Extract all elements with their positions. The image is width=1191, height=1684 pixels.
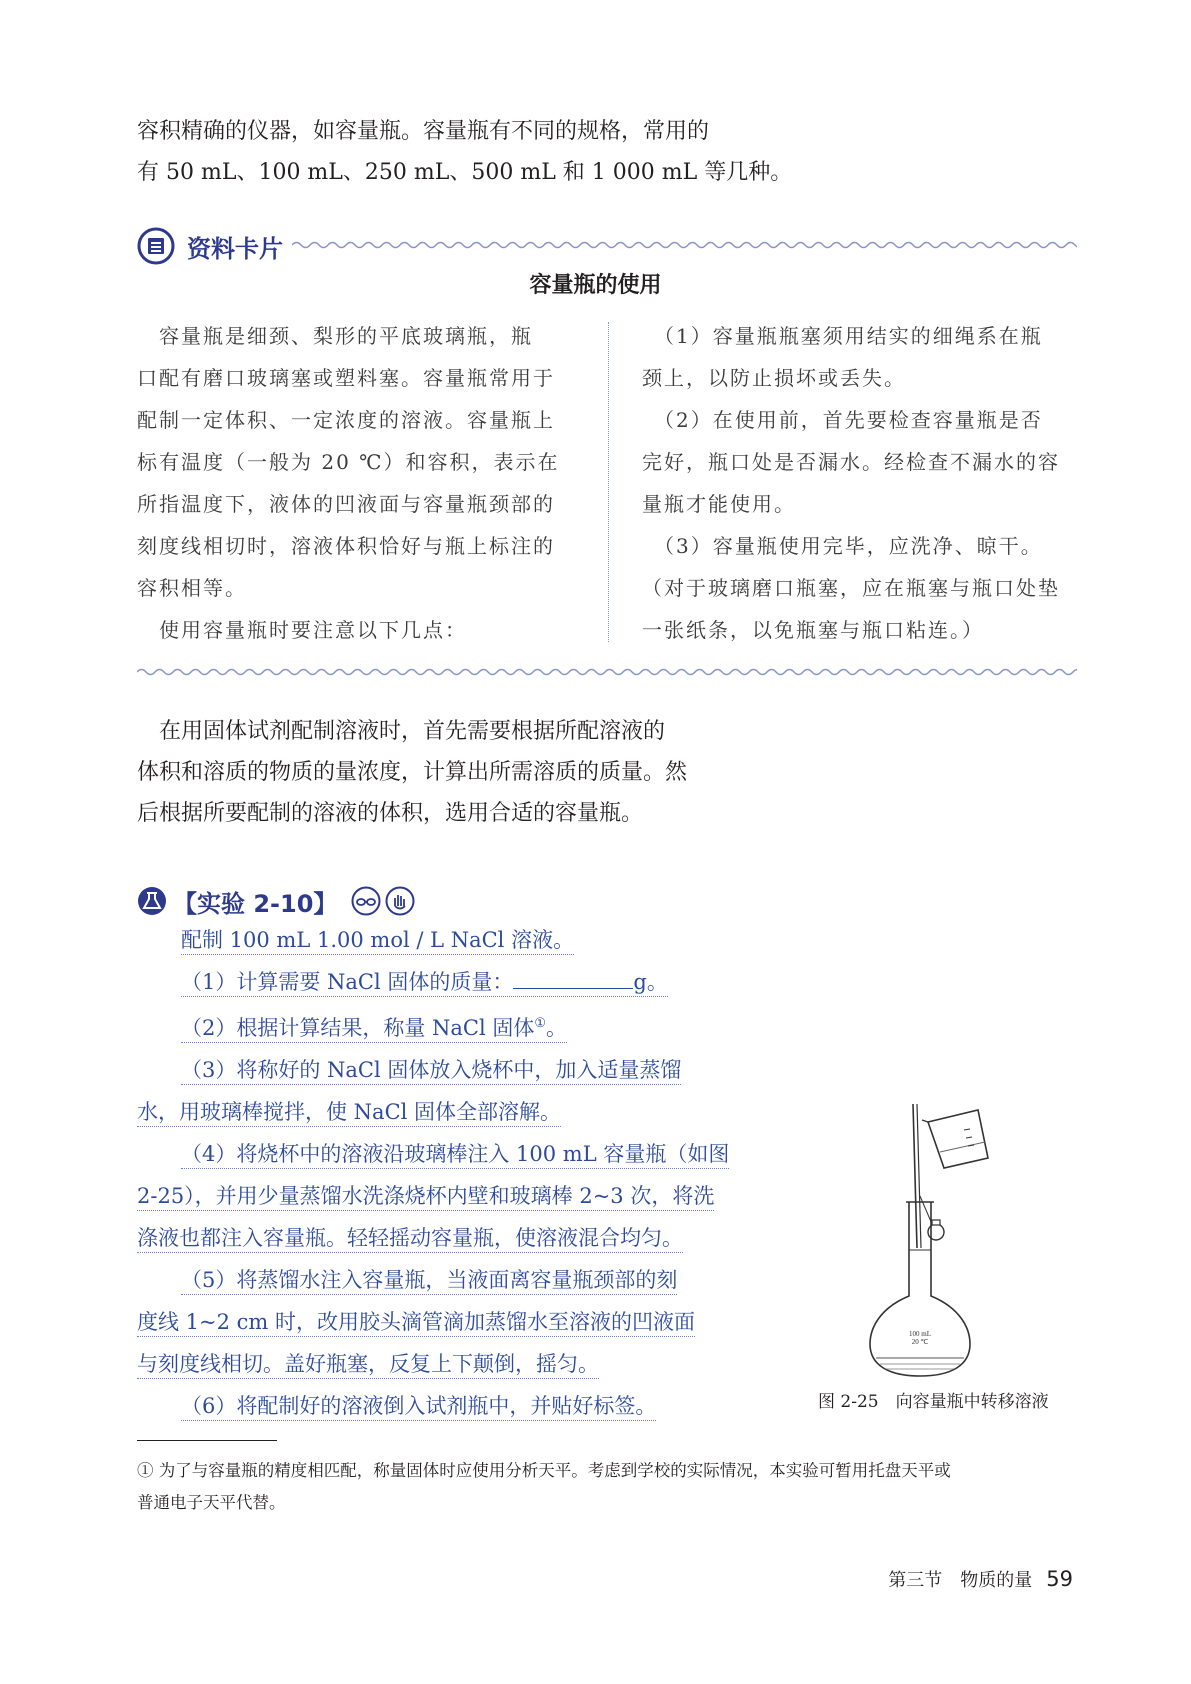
step-1-unit: g。 bbox=[633, 970, 668, 994]
page-number: 59 bbox=[1046, 1567, 1073, 1591]
footer-section: 第三节 物质的量 bbox=[888, 1570, 1033, 1591]
card-left-line: 所指温度下，液体的凹液面与容量瓶颈部的 bbox=[137, 492, 555, 516]
experiment-goal-text: 配制 100 mL 1.00 mol / L NaCl 溶液。 bbox=[181, 928, 574, 955]
card-right-line: 一张纸条，以免瓶塞与瓶口粘连。） bbox=[642, 618, 984, 642]
card-right-line: （2）在使用前，首先要检查容量瓶是否 bbox=[642, 408, 1043, 432]
flask-volume-label: 100 mL bbox=[909, 1330, 931, 1338]
experiment-goal bbox=[137, 919, 729, 961]
safety-goggles-icon bbox=[351, 886, 381, 916]
card-left-line: 刻度线相切时，溶液体积恰好与瓶上标注的 bbox=[137, 534, 555, 558]
card-right-line: 量瓶才能使用。 bbox=[642, 492, 796, 516]
experiment-step-line: 水，用玻璃棒搅拌，使 NaCl 固体全部溶解。 bbox=[137, 1091, 729, 1133]
card-top-wave-divider bbox=[292, 238, 1077, 252]
card-column-divider bbox=[608, 322, 609, 642]
data-card-header bbox=[137, 224, 283, 268]
volumetric-flask-figure bbox=[860, 1100, 1020, 1380]
footnote bbox=[137, 1455, 951, 1519]
footnote-line-1: ① 为了与容量瓶的精度相匹配，称量固体时应使用分析天平。考虑到学校的实际情况，本实验可暂用托盘天平或 bbox=[137, 1461, 951, 1480]
intro-line-2: 有 50 mL、100 mL、250 mL、500 mL 和 1 000 mL 等几种。 bbox=[137, 160, 793, 185]
experiment-step-line: （5）将蒸馏水注入容量瓶，当液面离容量瓶颈部的刻 bbox=[137, 1259, 729, 1301]
book-icon bbox=[137, 227, 175, 265]
page-footer bbox=[888, 1566, 1073, 1592]
step-1-text: （1）计算需要 NaCl 固体的质量： bbox=[181, 970, 514, 994]
card-left-line: 容积相等。 bbox=[137, 576, 247, 600]
footnote-rule bbox=[137, 1440, 277, 1441]
experiment-step-line: 与刻度线相切。盖好瓶塞，反复上下颠倒，摇匀。 bbox=[137, 1343, 729, 1385]
intro-paragraph bbox=[137, 111, 792, 193]
experiment-icon bbox=[137, 886, 167, 916]
experiment-step-line: 度线 1~2 cm 时，改用胶头滴管滴加蒸馏水至溶液的凹液面 bbox=[137, 1301, 729, 1343]
experiment-title: 【实验 2-10】 bbox=[173, 889, 338, 918]
beaker bbox=[922, 1110, 988, 1168]
step-2-end: 。 bbox=[546, 1016, 568, 1040]
step-2-text: （2）根据计算结果，称量 NaCl 固体 bbox=[181, 1016, 535, 1040]
card-right-column bbox=[642, 315, 1060, 651]
footnote-line-2: 普通电子天平代替。 bbox=[137, 1493, 286, 1512]
card-right-line: 颈上，以防止损坏或丢失。 bbox=[642, 366, 906, 390]
experiment-steps bbox=[137, 919, 729, 1427]
experiment-step-line: （4）将烧杯中的溶液沿玻璃棒注入 100 mL 容量瓶（如图 bbox=[137, 1133, 729, 1175]
experiment-step-line: 2-25），并用少量蒸馏水洗涤烧杯内壁和玻璃棒 2~3 次，将洗 bbox=[137, 1175, 729, 1217]
card-right-line: （对于玻璃磨口瓶塞，应在瓶塞与瓶口处垫 bbox=[642, 576, 1060, 600]
experiment-step-line: （3）将称好的 NaCl 固体放入烧杯中，加入适量蒸馏 bbox=[137, 1049, 729, 1091]
body-line: 后根据所要配制的溶液的体积，选用合适的容量瓶。 bbox=[137, 801, 644, 826]
data-card-label: 资料卡片 bbox=[187, 234, 283, 263]
card-right-line: （1）容量瓶瓶塞须用结实的细绳系在瓶 bbox=[642, 324, 1043, 348]
body-paragraph bbox=[137, 711, 687, 834]
card-left-line: 口配有磨口玻璃塞或塑料塞。容量瓶常用于 bbox=[137, 366, 555, 390]
figure-caption: 图 2-25 向容量瓶中转移溶液 bbox=[818, 1392, 1049, 1412]
card-right-line: 完好，瓶口处是否漏水。经检查不漏水的容 bbox=[642, 450, 1060, 474]
experiment-step-line: （6）将配制好的溶液倒入试剂瓶中，并贴好标签。 bbox=[137, 1385, 729, 1427]
answer-blank[interactable] bbox=[513, 970, 633, 989]
card-left-line: 使用容量瓶时要注意以下几点： bbox=[137, 618, 467, 642]
intro-line-1: 容积精确的仪器，如容量瓶。容量瓶有不同的规格，常用的 bbox=[137, 119, 710, 144]
card-left-line: 配制一定体积、一定浓度的溶液。容量瓶上 bbox=[137, 408, 555, 432]
card-left-line: 容量瓶是细颈、梨形的平底玻璃瓶，瓶 bbox=[137, 324, 533, 348]
card-left-line: 标有温度（一般为 20 ℃）和容积，表示在 bbox=[137, 450, 560, 474]
experiment-step-1 bbox=[137, 961, 729, 1003]
experiment-step-2 bbox=[137, 1003, 729, 1049]
flask-temperature-label: 20 ℃ bbox=[911, 1338, 929, 1346]
hand-wash-icon bbox=[385, 886, 415, 916]
card-bottom-wave-divider bbox=[137, 665, 1077, 679]
card-left-column bbox=[137, 315, 560, 651]
body-line: 在用固体试剂配制溶液时，首先需要根据所配溶液的 bbox=[137, 719, 666, 744]
card-right-line: （3）容量瓶使用完毕，应洗净、晾干。 bbox=[642, 534, 1043, 558]
body-line: 体积和溶质的物质的量浓度，计算出所需溶质的质量。然 bbox=[137, 760, 688, 785]
experiment-header bbox=[137, 882, 415, 920]
footnote-marker: ① bbox=[534, 1016, 547, 1031]
glass-rod bbox=[913, 1104, 917, 1248]
experiment-step-line: 涤液也都注入容量瓶。轻轻摇动容量瓶，使溶液混合均匀。 bbox=[137, 1217, 729, 1259]
card-heading: 容量瓶的使用 bbox=[529, 273, 662, 298]
